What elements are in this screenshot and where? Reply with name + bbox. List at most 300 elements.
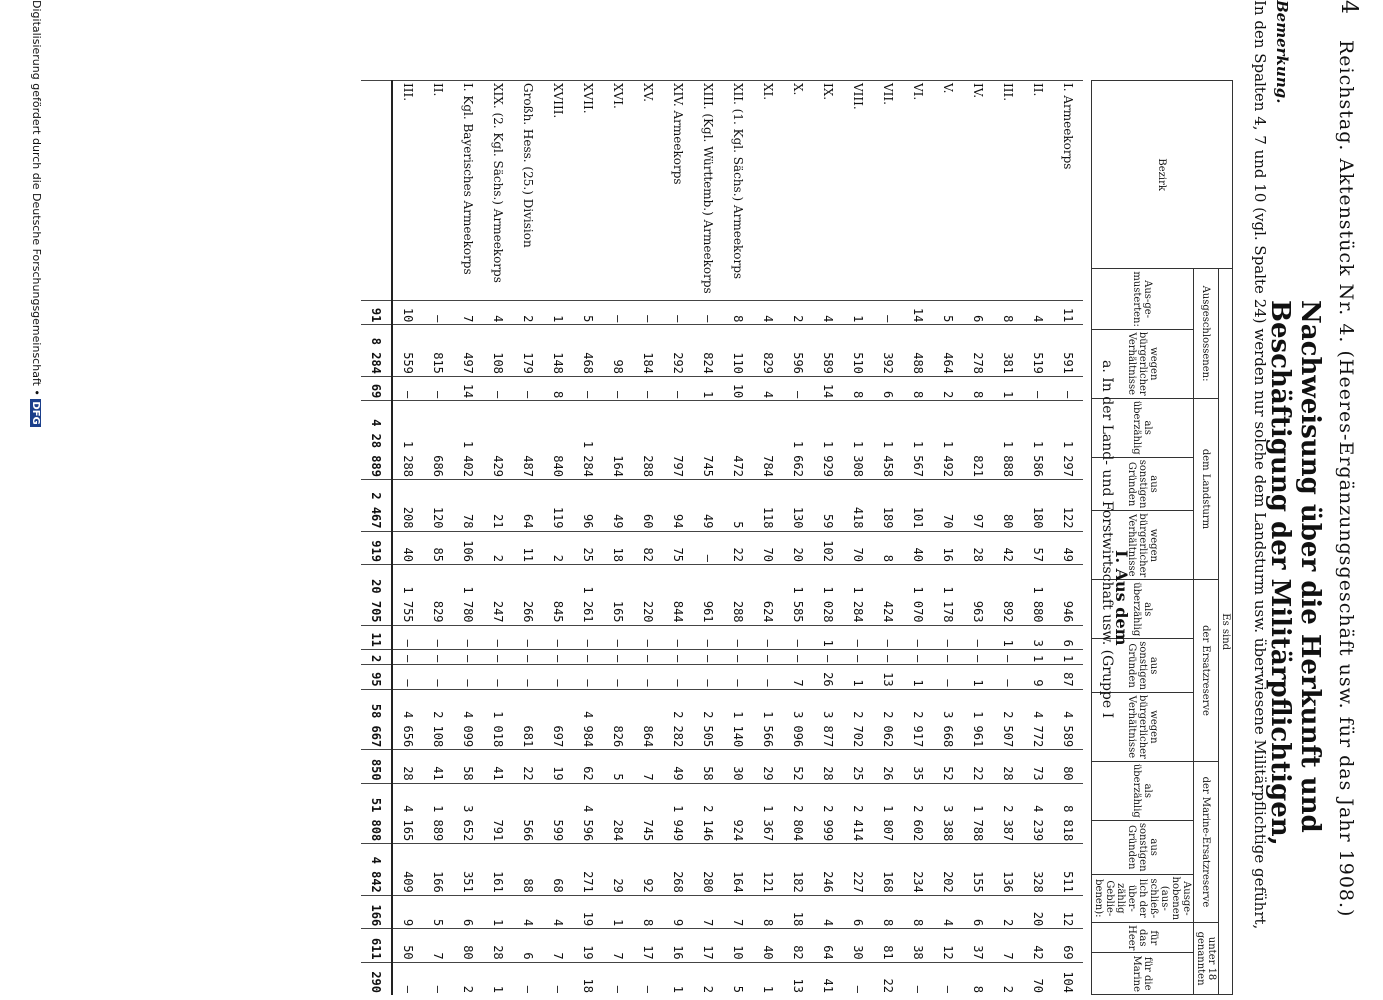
total-cell: 2 467 bbox=[361, 479, 392, 531]
row-cell: 845 bbox=[543, 564, 573, 625]
table-row bbox=[693, 81, 723, 996]
total-cell: 69 bbox=[361, 376, 392, 400]
row-cell: 961 bbox=[693, 564, 723, 625]
row-cell: 29 bbox=[603, 844, 633, 896]
row-cell: 9 bbox=[663, 895, 693, 928]
total-cell: 8 284 bbox=[361, 325, 392, 377]
row-cell: 16 bbox=[933, 531, 963, 564]
row-cell: 52 bbox=[783, 750, 813, 783]
row-bezirk: X. bbox=[783, 81, 813, 301]
table-row bbox=[963, 81, 993, 996]
row-cell: 18 bbox=[573, 962, 603, 995]
row-cell: 815 bbox=[423, 325, 453, 377]
header-es-sind: Es sind bbox=[1219, 269, 1233, 995]
row-cell: 2 bbox=[993, 962, 1023, 995]
row-cell: 1 178 bbox=[933, 564, 963, 625]
row-bezirk: II. bbox=[1023, 81, 1053, 301]
row-cell: — bbox=[573, 665, 603, 689]
row-cell: — bbox=[513, 665, 543, 689]
table-row bbox=[483, 81, 513, 996]
row-cell: 1 297 bbox=[1053, 401, 1083, 480]
row-cell: 1 070 bbox=[903, 564, 933, 625]
table-row bbox=[663, 81, 693, 996]
row-cell: 179 bbox=[513, 325, 543, 377]
row-cell: 102 bbox=[813, 531, 843, 564]
total-cell: 919 bbox=[361, 531, 392, 564]
row-cell: 8 bbox=[963, 376, 993, 400]
row-cell: — bbox=[723, 665, 753, 689]
row-cell: 11 bbox=[513, 531, 543, 564]
row-cell: 266 bbox=[513, 564, 543, 625]
row-cell: 4 099 bbox=[453, 689, 483, 750]
dfg-text: Digitalisierung gefördert durch die Deutsche Forschungsgemeinschaft • bbox=[30, 0, 43, 396]
header-ausgemustert: Aus-ge-musterten: bbox=[1092, 269, 1194, 330]
row-cell: — bbox=[513, 649, 543, 664]
header-ueberzaehlig-3: als überzählig bbox=[1092, 761, 1194, 820]
note-label: Bemerkung. bbox=[1273, 0, 1291, 104]
row-cell: — bbox=[483, 376, 513, 400]
row-cell: — bbox=[392, 649, 423, 664]
row-cell: — bbox=[963, 625, 993, 649]
row-cell: 5 bbox=[573, 301, 603, 325]
row-cell: 2 602 bbox=[903, 783, 933, 844]
row-cell: 122 bbox=[1053, 479, 1083, 531]
row-cell: 38 bbox=[903, 929, 933, 962]
row-cell: 9 bbox=[1023, 665, 1053, 689]
row-cell: 1 780 bbox=[453, 564, 483, 625]
row-cell: 7 bbox=[723, 895, 753, 928]
row-cell: 589 bbox=[813, 325, 843, 377]
row-cell: 840 bbox=[543, 401, 573, 480]
row-cell: 8 bbox=[723, 301, 753, 325]
row-cell: — bbox=[513, 376, 543, 400]
note-text: In den Spalten 4, 7 und 10 (vgl. Spalte 24) werden nur solche dem Landsturm usw. überwiesene Militärpflichtige geführt, bbox=[1251, 0, 1269, 930]
row-cell: 22 bbox=[873, 962, 903, 995]
row-bezirk: IV. bbox=[963, 81, 993, 301]
row-cell: 2 999 bbox=[813, 783, 843, 844]
row-cell: 292 bbox=[663, 325, 693, 377]
row-bezirk: I. Armeekorps bbox=[1053, 81, 1083, 301]
header-buergerlich-1: wegen bürgerlicher Verhältnisse bbox=[1092, 329, 1194, 398]
row-cell: 681 bbox=[513, 689, 543, 750]
row-cell: 1 367 bbox=[753, 783, 783, 844]
row-cell: 1 662 bbox=[783, 401, 813, 480]
row-cell: — bbox=[453, 649, 483, 664]
row-cell: 7 bbox=[783, 665, 813, 689]
row-cell: 4 bbox=[1023, 301, 1053, 325]
row-cell: — bbox=[513, 625, 543, 649]
row-cell: 16 bbox=[663, 929, 693, 962]
row-cell: — bbox=[663, 649, 693, 664]
row-cell: 1 888 bbox=[993, 401, 1023, 480]
row-cell: 25 bbox=[843, 750, 873, 783]
row-cell: 745 bbox=[693, 401, 723, 480]
row-cell: 234 bbox=[903, 844, 933, 896]
row-cell: 75 bbox=[663, 531, 693, 564]
row-cell: — bbox=[573, 376, 603, 400]
row-cell: 60 bbox=[633, 479, 663, 531]
table-row bbox=[843, 81, 873, 996]
row-cell: — bbox=[423, 376, 453, 400]
row-cell: 4 589 bbox=[1053, 689, 1083, 750]
header-fuer-das-heer: für das Heer bbox=[1092, 923, 1194, 953]
row-cell: 829 bbox=[753, 325, 783, 377]
row-cell: 19 bbox=[573, 895, 603, 928]
row-cell: 96 bbox=[573, 479, 603, 531]
header-sonstigen-1: aus sonstigen Gründen bbox=[1092, 457, 1194, 511]
row-cell: — bbox=[483, 625, 513, 649]
row-cell: 104 bbox=[1053, 962, 1083, 995]
row-cell: 424 bbox=[873, 564, 903, 625]
row-cell: 1 880 bbox=[1023, 564, 1053, 625]
row-cell: — bbox=[693, 301, 723, 325]
row-cell: 62 bbox=[573, 750, 603, 783]
row-cell: 78 bbox=[453, 479, 483, 531]
row-cell: 1 bbox=[543, 301, 573, 325]
row-cell: 487 bbox=[513, 401, 543, 480]
row-cell: 2 bbox=[693, 962, 723, 995]
row-cell: 1 bbox=[753, 962, 783, 995]
row-bezirk: XI. bbox=[753, 81, 783, 301]
row-cell: 59 bbox=[813, 479, 843, 531]
row-cell: 497 bbox=[453, 325, 483, 377]
row-cell: — bbox=[933, 649, 963, 664]
row-cell: 118 bbox=[753, 479, 783, 531]
header-unter-18: unter 18 genannten bbox=[1194, 923, 1219, 995]
row-cell: 1 961 bbox=[963, 689, 993, 750]
row-cell: 2 804 bbox=[783, 783, 813, 844]
row-cell: — bbox=[933, 665, 963, 689]
row-bezirk: VIII. bbox=[843, 81, 873, 301]
row-cell: 4 984 bbox=[573, 689, 603, 750]
row-cell: — bbox=[783, 649, 813, 664]
row-cell: 6 bbox=[843, 895, 873, 928]
table-row bbox=[933, 81, 963, 996]
row-cell: — bbox=[873, 649, 903, 664]
row-cell: 29 bbox=[753, 750, 783, 783]
row-cell: 1 140 bbox=[723, 689, 753, 750]
row-bezirk: XV. bbox=[633, 81, 663, 301]
row-cell: — bbox=[633, 649, 663, 664]
row-cell: 381 bbox=[993, 325, 1023, 377]
row-cell: 22 bbox=[723, 531, 753, 564]
row-cell: 6 bbox=[513, 929, 543, 962]
row-cell: 136 bbox=[993, 844, 1023, 896]
row-cell: 4 bbox=[753, 301, 783, 325]
row-cell: 25 bbox=[573, 531, 603, 564]
row-cell: 184 bbox=[633, 325, 663, 377]
row-cell: 7 bbox=[543, 929, 573, 962]
row-cell: 155 bbox=[963, 844, 993, 896]
row-bezirk: VII. bbox=[873, 81, 903, 301]
row-bezirk: IX. bbox=[813, 81, 843, 301]
table-row bbox=[873, 81, 903, 996]
table-row bbox=[423, 81, 453, 996]
row-cell: 1 929 bbox=[813, 401, 843, 480]
row-cell: — bbox=[483, 665, 513, 689]
row-cell: — bbox=[693, 625, 723, 649]
row-cell: 1 788 bbox=[963, 783, 993, 844]
row-cell: 8 bbox=[903, 895, 933, 928]
row-cell: 19 bbox=[573, 929, 603, 962]
row-cell: — bbox=[723, 625, 753, 649]
row-cell: 49 bbox=[1053, 531, 1083, 564]
row-cell: 826 bbox=[603, 689, 633, 750]
row-cell: — bbox=[1023, 376, 1053, 400]
row-cell: 392 bbox=[873, 325, 903, 377]
row-cell: 106 bbox=[453, 531, 483, 564]
table-row bbox=[513, 81, 543, 996]
row-cell: 1 bbox=[843, 301, 873, 325]
row-cell: 821 bbox=[963, 401, 993, 480]
row-cell: 182 bbox=[783, 844, 813, 896]
running-head: Reichstag. Aktenstück Nr. 4. (Heeres-Ergänzungsgeschäft usw. für das Jahr 1908.) bbox=[1335, 40, 1357, 918]
dfg-logo: DFG bbox=[30, 401, 41, 425]
row-cell: 596 bbox=[783, 325, 813, 377]
row-cell: 5 bbox=[723, 962, 753, 995]
row-cell: — bbox=[663, 665, 693, 689]
row-cell: — bbox=[423, 649, 453, 664]
row-cell: 40 bbox=[903, 531, 933, 564]
row-cell: 1 308 bbox=[843, 401, 873, 480]
row-cell: 3 668 bbox=[933, 689, 963, 750]
row-cell: — bbox=[663, 376, 693, 400]
row-cell: 1 bbox=[663, 962, 693, 995]
row-cell: 4 656 bbox=[392, 689, 423, 750]
row-cell: 20 bbox=[783, 531, 813, 564]
table-row bbox=[392, 81, 423, 996]
row-cell: — bbox=[693, 531, 723, 564]
row-cell: 37 bbox=[963, 929, 993, 962]
row-cell: 8 bbox=[543, 376, 573, 400]
page-number: 4 bbox=[1336, 0, 1361, 14]
row-cell: — bbox=[933, 625, 963, 649]
row-cell: 81 bbox=[873, 929, 903, 962]
row-cell: — bbox=[933, 962, 963, 995]
row-cell: — bbox=[1053, 376, 1083, 400]
page-title: Nachweisung über die Herkunft und Beschäftigung der Militärpflichtigen, bbox=[1265, 300, 1325, 846]
row-cell: 409 bbox=[392, 844, 423, 896]
row-cell: 268 bbox=[663, 844, 693, 896]
row-cell: 28 bbox=[483, 929, 513, 962]
row-cell: 14 bbox=[813, 376, 843, 400]
row-cell: 2 505 bbox=[693, 689, 723, 750]
total-cell: 95 bbox=[361, 665, 392, 689]
row-cell: 2 387 bbox=[993, 783, 1023, 844]
row-cell: 946 bbox=[1053, 564, 1083, 625]
row-cell: 2 bbox=[483, 531, 513, 564]
row-cell: 963 bbox=[963, 564, 993, 625]
row-cell: 28 bbox=[392, 750, 423, 783]
total-cell: 91 bbox=[361, 301, 392, 325]
row-cell: 824 bbox=[693, 325, 723, 377]
row-cell: 7 bbox=[633, 750, 663, 783]
row-cell: 30 bbox=[843, 929, 873, 962]
table-row bbox=[603, 81, 633, 996]
header-landsturm: dem Landsturm bbox=[1194, 398, 1219, 580]
total-cell: 11 bbox=[361, 625, 392, 649]
row-cell: 28 bbox=[813, 750, 843, 783]
row-cell: 892 bbox=[993, 564, 1023, 625]
table-row bbox=[633, 81, 663, 996]
row-cell: 745 bbox=[633, 783, 663, 844]
table-row bbox=[573, 81, 603, 996]
row-bezirk: XIX. (2. Kgl. Sächs.) Armeekorps bbox=[483, 81, 513, 301]
header-ueberzaehlig-1: als überzählig bbox=[1092, 398, 1194, 457]
row-cell: 591 bbox=[1053, 325, 1083, 377]
row-cell: 10 bbox=[723, 929, 753, 962]
row-cell: — bbox=[543, 962, 573, 995]
row-cell: 58 bbox=[453, 750, 483, 783]
row-cell: 21 bbox=[483, 479, 513, 531]
row-cell: 1 bbox=[603, 895, 633, 928]
row-cell: 2 bbox=[783, 301, 813, 325]
row-cell: 2 bbox=[513, 301, 543, 325]
row-cell: 69 bbox=[1053, 929, 1083, 962]
row-cell: 5 bbox=[933, 301, 963, 325]
row-cell: 121 bbox=[753, 844, 783, 896]
row-cell: 165 bbox=[603, 564, 633, 625]
row-cell: 220 bbox=[633, 564, 663, 625]
row-bezirk: XVII. bbox=[573, 81, 603, 301]
row-cell: 8 bbox=[843, 376, 873, 400]
table-row bbox=[543, 81, 573, 996]
row-cell: 12 bbox=[1053, 895, 1083, 928]
total-row bbox=[361, 81, 392, 996]
row-bezirk: III. bbox=[993, 81, 1023, 301]
row-cell: 1 bbox=[993, 625, 1023, 649]
row-cell: 4 bbox=[813, 895, 843, 928]
row-cell: 246 bbox=[813, 844, 843, 896]
row-cell: — bbox=[723, 649, 753, 664]
row-cell: 13 bbox=[783, 962, 813, 995]
row-cell: — bbox=[483, 649, 513, 664]
row-cell: — bbox=[993, 665, 1023, 689]
table-body bbox=[361, 81, 1083, 996]
row-cell: 488 bbox=[903, 325, 933, 377]
row-cell: 468 bbox=[573, 325, 603, 377]
row-cell: — bbox=[603, 665, 633, 689]
row-cell: — bbox=[903, 625, 933, 649]
row-cell: — bbox=[633, 665, 663, 689]
row-cell: 20 bbox=[1023, 895, 1053, 928]
row-cell: 429 bbox=[483, 401, 513, 480]
row-bezirk: XIV. Armeekorps bbox=[663, 81, 693, 301]
row-cell: 8 bbox=[993, 301, 1023, 325]
row-cell: 1 bbox=[483, 895, 513, 928]
row-cell: 49 bbox=[663, 750, 693, 783]
row-cell: — bbox=[693, 665, 723, 689]
row-cell: 4 165 bbox=[392, 783, 423, 844]
row-cell: 288 bbox=[633, 401, 663, 480]
row-cell: 1 402 bbox=[453, 401, 483, 480]
section-heading: I. Aus dem bbox=[1112, 550, 1131, 646]
row-cell: 70 bbox=[843, 531, 873, 564]
row-cell: 2 702 bbox=[843, 689, 873, 750]
row-cell: 2 108 bbox=[423, 689, 453, 750]
row-cell: 284 bbox=[603, 783, 633, 844]
row-cell: 30 bbox=[723, 750, 753, 783]
row-cell: 7 bbox=[453, 301, 483, 325]
row-cell: 1 bbox=[903, 665, 933, 689]
table-row bbox=[993, 81, 1023, 996]
row-cell: — bbox=[603, 376, 633, 400]
row-cell: 791 bbox=[483, 783, 513, 844]
header-ausgehobenen-col: Ausge-hobenen (aus-schließ-lich der über-zählig Geblie-benen): bbox=[1092, 874, 1194, 923]
row-cell: 85 bbox=[423, 531, 453, 564]
row-cell: 5 bbox=[723, 479, 753, 531]
row-cell: 1 bbox=[843, 665, 873, 689]
row-cell: 6 bbox=[873, 376, 903, 400]
row-cell: 28 bbox=[993, 750, 1023, 783]
row-cell: 624 bbox=[753, 564, 783, 625]
row-cell: 57 bbox=[1023, 531, 1053, 564]
row-cell: 1 949 bbox=[663, 783, 693, 844]
row-cell: — bbox=[633, 962, 663, 995]
row-cell: 3 877 bbox=[813, 689, 843, 750]
row-cell: 2 414 bbox=[843, 783, 873, 844]
row-cell: 68 bbox=[543, 844, 573, 896]
row-cell: 1 755 bbox=[392, 564, 423, 625]
row-cell: 7 bbox=[603, 929, 633, 962]
row-cell: — bbox=[633, 301, 663, 325]
row-cell: — bbox=[543, 665, 573, 689]
row-cell: 42 bbox=[1023, 929, 1053, 962]
total-cell: 850 bbox=[361, 750, 392, 783]
row-cell: 41 bbox=[483, 750, 513, 783]
row-cell: 88 bbox=[513, 844, 543, 896]
row-cell: 1 284 bbox=[843, 564, 873, 625]
row-cell: 8 bbox=[963, 962, 993, 995]
row-cell: — bbox=[633, 376, 663, 400]
row-cell: 80 bbox=[993, 479, 1023, 531]
row-cell: 1 288 bbox=[392, 401, 423, 480]
row-cell: 14 bbox=[903, 301, 933, 325]
row-cell: — bbox=[753, 649, 783, 664]
row-cell: 8 bbox=[753, 895, 783, 928]
table-row bbox=[903, 81, 933, 996]
row-cell: 464 bbox=[933, 325, 963, 377]
header-buergerlich-3: wegen bürgerlicher Verhältnisse bbox=[1092, 692, 1194, 761]
header-bezirk: Bezirk bbox=[1092, 81, 1233, 269]
row-cell: 130 bbox=[783, 479, 813, 531]
row-cell: — bbox=[813, 649, 843, 664]
row-cell: — bbox=[573, 649, 603, 664]
row-cell: 6 bbox=[1053, 625, 1083, 649]
row-cell: — bbox=[603, 649, 633, 664]
table-row bbox=[453, 81, 483, 996]
row-cell: — bbox=[423, 301, 453, 325]
row-cell: 3 096 bbox=[783, 689, 813, 750]
row-cell: 26 bbox=[873, 750, 903, 783]
row-bezirk: XVIII. bbox=[543, 81, 573, 301]
total-cell: 51 808 bbox=[361, 783, 392, 844]
table-row bbox=[783, 81, 813, 996]
total-cell: 2 bbox=[361, 649, 392, 664]
row-cell: — bbox=[543, 625, 573, 649]
header-ausgeschlossenen: Ausgeschlossenen: bbox=[1194, 269, 1219, 398]
row-cell: 82 bbox=[633, 531, 663, 564]
row-cell: 13 bbox=[873, 665, 903, 689]
row-bezirk: II. bbox=[423, 81, 453, 301]
row-cell: 98 bbox=[603, 325, 633, 377]
row-cell: 70 bbox=[933, 479, 963, 531]
row-cell: — bbox=[573, 625, 603, 649]
row-cell: — bbox=[603, 625, 633, 649]
row-cell: 1 bbox=[963, 665, 993, 689]
row-cell: 18 bbox=[603, 531, 633, 564]
total-cell: 290 bbox=[361, 962, 392, 995]
